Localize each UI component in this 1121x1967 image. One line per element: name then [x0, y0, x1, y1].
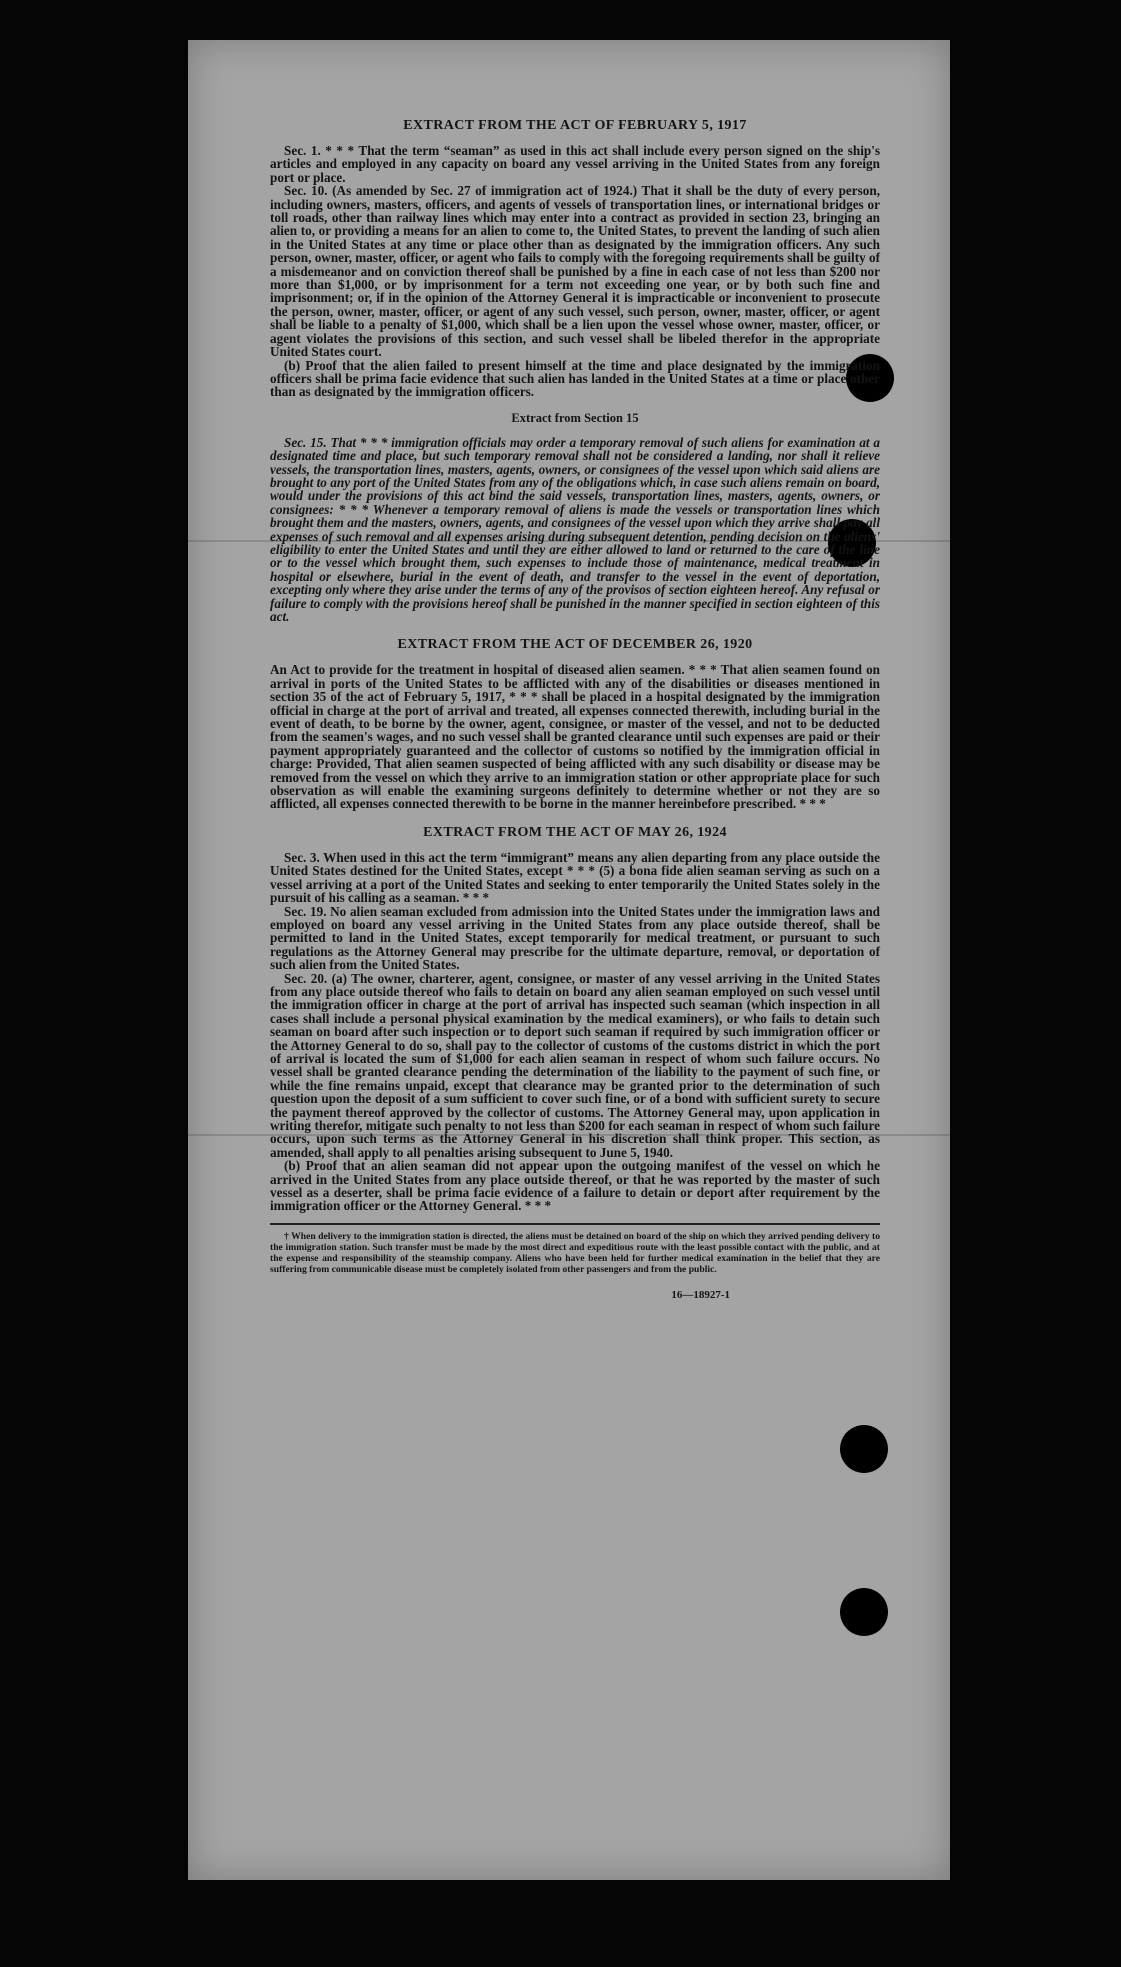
heading-act-1917: EXTRACT FROM THE ACT OF FEBRUARY 5, 1917 [403, 118, 747, 133]
section-15-paragraph: Sec. 15. That * * * immigration officials may order a temporary removal of such aliens for examination at a designated time and place, but such temporary removal shall not be considered a landing, nor shall it relieve vessels, the transportation lines, masters, agents, owners, or consignees of the vessel upon which said aliens are brought to any port of the United States from any of the obligations which, in case such aliens remain on board, would under the provisions of this act bind the said vessels, transportation lines, masters, agents, owners, or consignees: * * * Whenever a temporary removal of aliens is made the vessels or transportation lines which brought them and the masters, owners, agents, and consignees of the vessel upon which they arrive shall pay all expenses of such removal and all expenses arising during subsequent detention, pending decision on the aliens' eligibility to enter the United States and until they are either allowed to land or returned to the care of the line or to the vessel which brought them, such expenses to include those of maintenance, medical treatment in hospital or elsewhere, burial in the event of death, and transfer to the vessel in the event of deportation, excepting only where they arise under the terms of any of the provisos of section eighteen hereof. Any refusal or failure to comply with the provisions hereof shall be punished in the manner specified in section eighteen of this act. [270, 434, 880, 624]
heading-act-1920: EXTRACT FROM THE ACT OF DECEMBER 26, 1920 [397, 637, 753, 653]
section-20-paragraph: Sec. 20. (a) The owner, charterer, agent, consignee, or master of any vessel arriving in the United States from any place outside thereof who fails to detain on board any alien seaman employed on such vessel until the immigration officer in charge at the port of arrival has inspected such seaman (which inspection in all cases shall include a personal physical examination by the medical examiners), or who fails to detain such seaman on board after such inspection or to deport such seaman if required by such immigration officer or the Attorney General to do so, shall pay to the collector of customs of the customs district in which the port of arrival is located the sum of $1,000 for each alien seaman in respect of whom such failure occurs. No vessel shall be granted clearance pending the determination of the liability to the payment of such fine, or while the fine remains unpaid, except that clearance may be granted prior to the determination of such question upon the deposit of a sum sufficient to cover such fine, or of a bond with sufficient surety to secure the payment thereof approved by the collector of customs. The Attorney General may, upon application in writing therefor, mitigate such penalty to not less than $200 for each seaman in respect of whom such failure occurs, upon such terms as the Attorney General in his discretion shall think proper. This section, as amended, shall apply to all penalties arising subsequent to June 5, 1940. [270, 970, 880, 1160]
section-19-paragraph: Sec. 19. No alien seaman excluded from admission into the United States under the immigration laws and employed on board any vessel arriving in the United States from any place outside thereof, shall be permitted to land in the United States, except temporarily for medical treatment, or pursuant to such regulations as the Attorney General may prescribe for the ultimate departure, removal, or deportation of such alien from the United States. [270, 903, 880, 973]
section-1-paragraph: Sec. 1. * * * That the term “seaman” as used in this act shall include every person signed on the ship's articles and employed in any capacity on board any vessel arriving in the United States from any foreign port or place. [270, 143, 880, 185]
section-10-paragraph: Sec. 10. (As amended by Sec. 27 of immigration act of 1924.) That it shall be the duty of every person, including owners, masters, officers, and agents of vessels of transportation lines, or international bridges or toll roads, other than railway lines which may enter into a contract as provided in section 23, bringing an alien to, or providing a means for an alien to come to, the United States, to prevent the landing of such alien in the United States at any time or place other than as designated by the immigration officers. Any such person, owner, master, officer, or agent who fails to comply with the foregoing requirements shall be guilty of a misdemeanor and on conviction thereof shall be punished by a fine in each case of not less than $200 nor more than $1,000, or by imprisonment for a term not exceeding one year, or by both such fine and imprisonment; or, if in the opinion of the Attorney General it is impracticable or inconvenient to prosecute the person, owner, master, officer, or agent of any such vessel, such person, owner, master, officer, or agent shall be liable to a penalty of $1,000, which shall be a lien upon the vessel whose owner, master, officer, or agent violates the provisions of this section, and such vessel shall be libeled therefor in the appropriate United States court. [270, 183, 880, 360]
act-1920-paragraph: An Act to provide for the treatment in hospital of diseased alien seamen. * * * That alien seamen found on arrival in ports of the United States to be afflicted with any of the disabilities or diseases mentioned in section 35 of the act of February 5, 1917, * * * shall be placed in a hospital designated by the immigration official in charge at the port of arrival and treated, all expenses connected therewith, including burial in the event of death, to be borne by the owner, agent, consignee, or master of the vessel, and not to be deducted from the seamen's wages, and no such vessel shall be granted clearance until such expenses are paid or their payment appropriately guaranteed and the collector of customs so notified by the immigration official in charge: Provided, That alien seamen suspected of being afflicted with any such disability or disease may be removed from the vessel on which they arrive to an immigration station or other appropriate place for such observation as will enable the examining surgeons definitely to determine whether or not they are so afflicted, all expenses connected therewith to be borne in the manner hereinbefore prescribed. * * * [270, 662, 880, 812]
footnote-divider [270, 1223, 880, 1225]
form-number: 16—18927-1 [671, 1288, 730, 1301]
heading-section-15: Extract from Section 15 [511, 410, 639, 425]
section-10b-paragraph: (b) Proof that the alien failed to present himself at the time and place designated by the immigration officers shall be prima facie evidence that such alien has landed in the United States at a time or place other than as designated by the immigration officers. [270, 357, 880, 400]
punch-hole [840, 1588, 888, 1636]
section-20b-paragraph: (b) Proof that an alien seaman did not appear upon the outgoing manifest of the vessel on which he arrived in the United States from any place outside thereof, or that he was reported by the master of such vessel as a deserter, shall be prima facie evidence of a failure to detain or deport after requirement by the immigration officer or the Attorney General. * * * [270, 1158, 880, 1214]
heading-act-1924: EXTRACT FROM THE ACT OF MAY 26, 1924 [423, 824, 727, 840]
footnote: † When delivery to the immigration station is directed, the aliens must be detained on board of the ship on which they arrived pending delivery to the immigration station. Such transfer must be made by the most direct and expeditious route with the least possible contact with the public, and at the expense and responsibility of the steamship company. Aliens who have been held for further medical examination in the belief that they are suffering from communicable disease must be completely isolated from other passengers and from the public. [270, 1230, 880, 1275]
section-3-paragraph: Sec. 3. When used in this act the term “immigrant” means any alien departing from any place outside the United States destined for the United States, except * * * (5) a bona fide alien seaman serving as such on a vessel arriving at a port of the United States and seeking to enter temporarily the United States solely in the pursuit of his calling as a seaman. * * * [270, 849, 880, 906]
document-body [270, 118, 880, 1301]
document-page [188, 40, 950, 1880]
punch-hole [840, 1425, 888, 1473]
